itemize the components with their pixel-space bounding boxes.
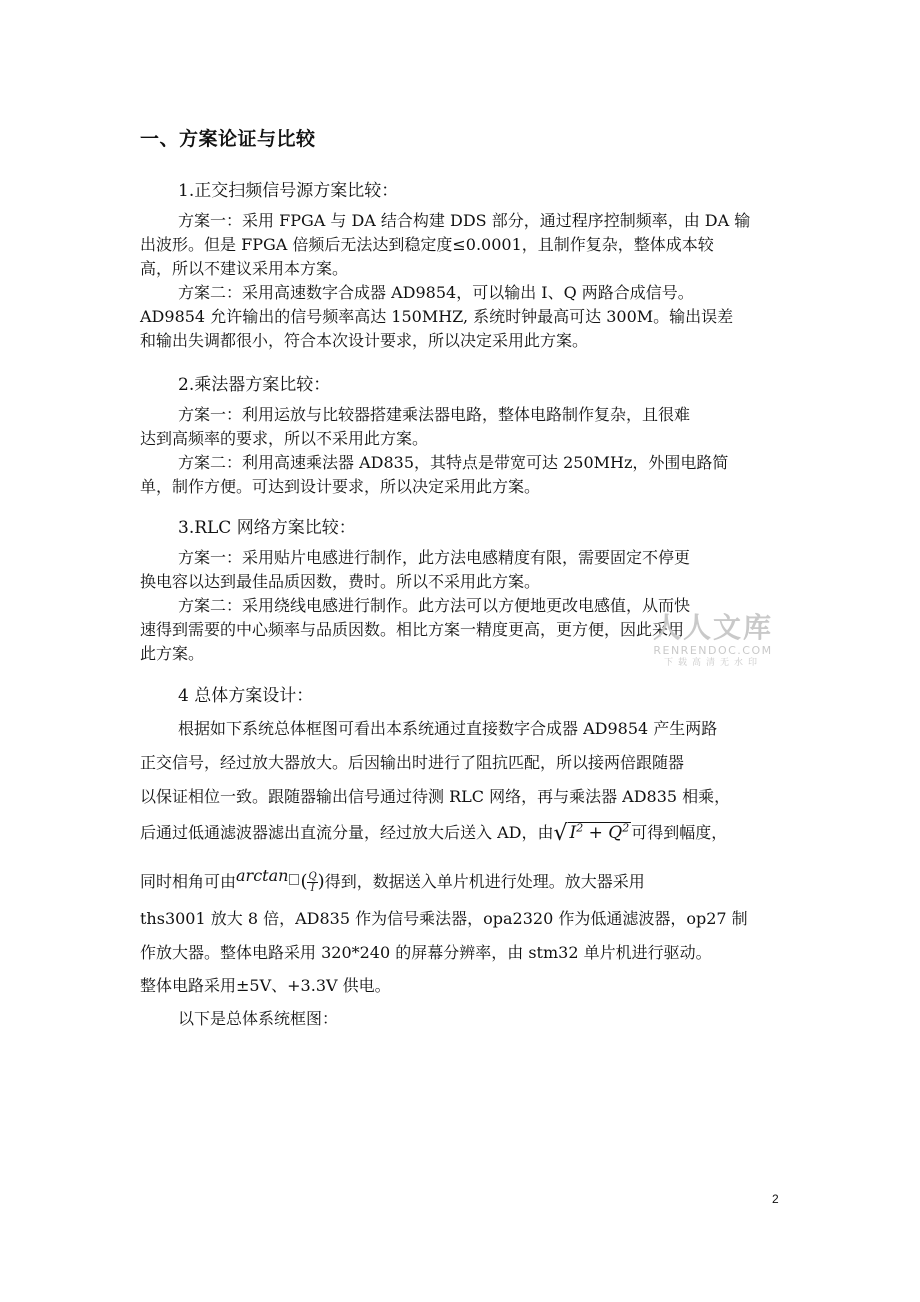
text-fragment: 得到，数据送入单片机进行处理。放大器采用 (324, 872, 645, 891)
text-line: 高，所以不建议采用本方案。 (140, 259, 349, 278)
text-line: 方案二：采用高速数字合成器 AD9854，可以输出 I、Q 两路合成信号。 (178, 283, 694, 302)
watermark-subtitle: 下载高清无水印 (663, 658, 762, 668)
text-line: 方案二：采用绕线电感进行制作。此方法可以方便地更改电感值，从而快 (178, 596, 691, 615)
arctan-symbol: arctan (236, 866, 289, 885)
watermark (648, 612, 778, 669)
placeholder-box-icon (289, 874, 299, 885)
text-fragment: 可得到幅度， (631, 823, 728, 842)
exponent: 2 (622, 821, 630, 835)
symbol-i: I (569, 823, 577, 843)
text-fragment: 后通过低通滤波器滤出直流分量，经过放大后送入 AD，由 (140, 823, 554, 842)
text-line: 作放大器。整体电路采用 320*240 的屏幕分辨率，由 stm32 单片机进行驱动。 (140, 943, 712, 962)
text-line: 此方案。 (140, 644, 205, 663)
section-title-3: 3.RLC 网络方案比较： (178, 518, 356, 538)
paren-open: ( (300, 871, 308, 892)
radical-sign-icon: √ (553, 821, 568, 846)
section-title-1: 1.正交扫频信号源方案比较： (178, 181, 399, 201)
section-body-1 (140, 209, 780, 353)
fraction-numerator: Q (308, 871, 317, 882)
text-line: 方案一：采用贴片电感进行制作，此方法电感精度有限，需要固定不停更 (178, 548, 691, 567)
page-number: 2 (772, 1192, 779, 1206)
page-heading: 一、方案论证与比较 (140, 128, 316, 150)
paren-close: ) (317, 871, 325, 892)
text-line: ths3001 放大 8 倍，AD835 作为信号乘法器，opa2320 作为低通滤波器，op27 制 (140, 909, 748, 928)
text-line: 以保证相位一致。跟随器输出信号通过待测 RLC 网络，再与乘法器 AD835 相乘， (140, 787, 731, 806)
section-title-2: 2.乘法器方案比较： (178, 375, 331, 395)
exponent: 2 (576, 821, 584, 835)
plus-sign: + (583, 823, 609, 843)
formula-line-amplitude (140, 820, 727, 846)
text-line: 方案一：采用 FPGA 与 DA 结合构建 DDS 部分，通过程序控制频率，由 DA 输 (178, 211, 751, 230)
text-line: AD9854 允许输出的信号频率高达 150MHZ, 系统时钟最高可达 300M。输出误差 (140, 307, 734, 326)
symbol-q: Q (608, 823, 623, 843)
text-line: 达到高频率的要求，所以不采用此方案。 (140, 429, 429, 448)
text-line: 和输出失调都很小，符合本次设计要求，所以决定采用此方案。 (140, 331, 589, 350)
text-line: 根据如下系统总体框图可看出本系统通过直接数字合成器 AD9854 产生两路 (178, 719, 718, 738)
text-line: 单，制作方便。可达到设计要求，所以决定采用此方案。 (140, 477, 541, 496)
text-line: 正交信号，经过放大器放大。后因输出时进行了阻抗匹配，所以接两倍跟随器 (140, 753, 685, 772)
formula-line-phase (140, 866, 645, 894)
text-line: 以下是总体系统框图： (178, 1009, 339, 1028)
sqrt-content (568, 822, 632, 843)
fraction (307, 871, 317, 894)
watermark-url: RENRENDOC.COM (653, 644, 773, 657)
section-title-4: 4 总体方案设计： (178, 686, 314, 706)
watermark-title: 人人文库 (652, 611, 773, 644)
sqrt-formula (553, 821, 631, 846)
text-line: 速得到需要的中心频率与品质因数。相比方案一精度更高，更方便，因此采用 (140, 620, 685, 639)
text-line: 整体电路采用±5V、+3.3V 供电。 (140, 976, 391, 995)
section-body-2 (140, 403, 780, 499)
text-line: 方案二：利用高速乘法器 AD835，其特点是带宽可达 250MHz，外围电路简 (178, 453, 729, 472)
text-line: 换电容以达到最佳品质因数，费时。所以不采用此方案。 (140, 572, 541, 591)
text-fragment: 同时相角可由 (140, 872, 237, 891)
text-line: 方案一：利用运放与比较器搭建乘法器电路，整体电路制作复杂，且很难 (178, 405, 691, 424)
text-line: 出波形。但是 FPGA 倍频后无法达到稳定度≤0.0001，且制作复杂，整体成本较 (140, 235, 714, 254)
fraction-denominator: I (310, 883, 315, 894)
